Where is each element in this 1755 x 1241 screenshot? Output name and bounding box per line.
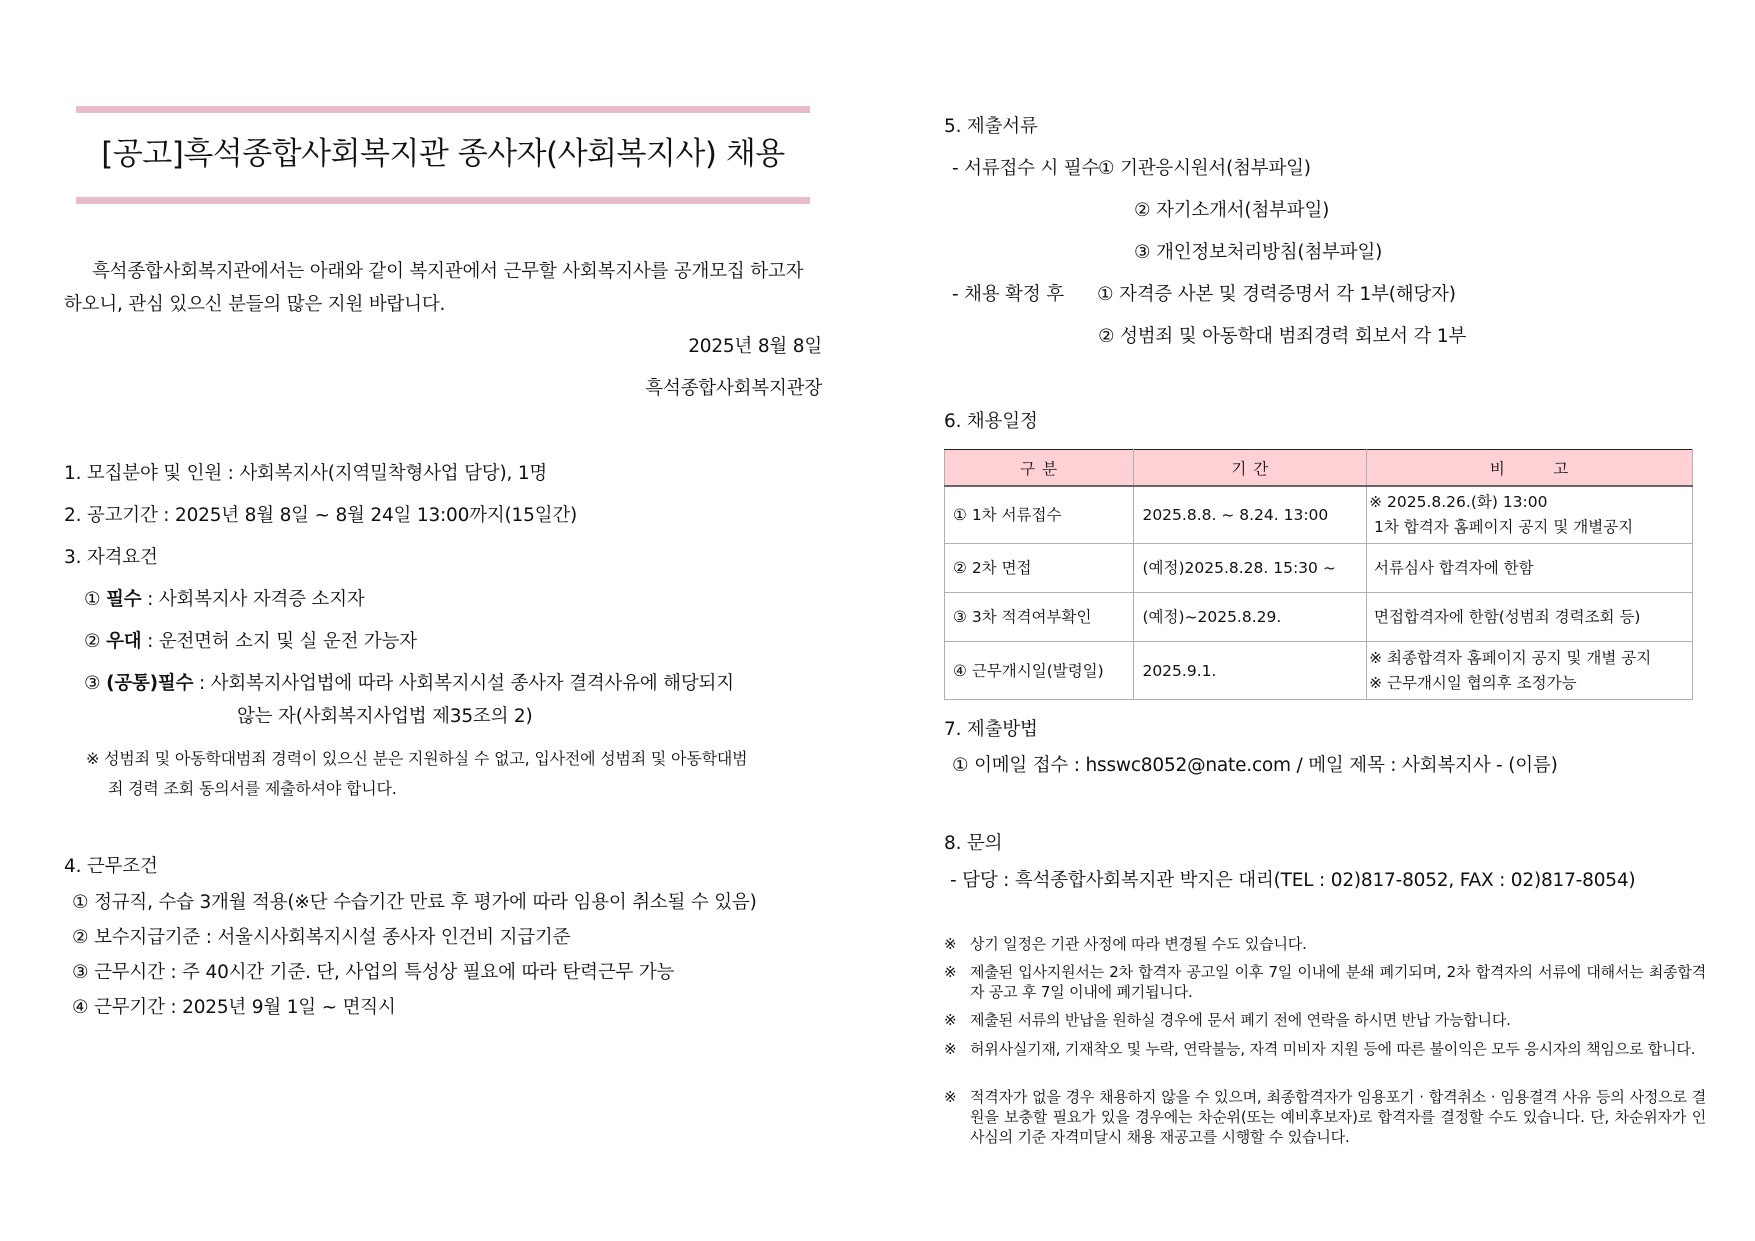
work-condition-item: ④ 근무기간 : 2025년 9월 1일 ~ 면직시 (72, 997, 396, 1018)
section-recruitment-field: 1. 모집분야 및 인원 : 사회복지사(지역밀착형사업 담당), 1명 (64, 463, 548, 484)
schedule-table (944, 449, 1693, 700)
column-header-period: 기 간 (1134, 450, 1367, 487)
section-contact-heading: 8. 문의 (944, 833, 1003, 854)
submission-method-email: ① 이메일 접수 : hsswc8052@nate.com / 메일 제목 : 사회복지사 - (이름) (952, 755, 1558, 776)
reference-mark-icon: ※ (944, 935, 957, 953)
section-schedule-heading: 6. 채용일정 (944, 411, 1038, 432)
cell-notes: ※ 최종합격자 홈페이지 공지 및 개별 공지 ※ 근무개시일 협의후 조정가능 (1367, 642, 1693, 700)
intro-line-2: 하오니, 관심 있으신 분들의 많은 지원 바랍니다. (64, 294, 446, 315)
page-title: [공고]흑석종합사회복지관 종사자(사회복지사) 채용 (101, 136, 785, 172)
cell-period: 2025.8.8. ~ 8.24. 13:00 (1134, 486, 1367, 544)
table-row (945, 544, 1693, 593)
cell-notes: 서류심사 합격자에 한함 (1367, 544, 1693, 593)
cell-period: (예정)2025.8.28. 15:30 ~ (1134, 544, 1367, 593)
qualification-label: 우대 (106, 631, 142, 652)
documents-group-1-item: ① 기관응시원서(첨부파일) (1098, 158, 1311, 179)
cell-notes: 면접합격자에 한함(성범죄 경력조회 등) (1367, 593, 1693, 642)
title-accent-bar-bottom (76, 197, 810, 204)
section-documents-heading: 5. 제출서류 (944, 116, 1038, 137)
notice-item: ※ 상기 일정은 기관 사정에 따라 변경될 수도 있습니다. (944, 935, 1307, 953)
qualification-note-line-1: ※ 성범죄 및 아동학대범죄 경력이 있으신 분은 지원하실 수 없고, 입사전에 성범죄 및 아동학대범 (86, 749, 748, 768)
column-header-notes: 비 고 (1367, 450, 1693, 487)
reference-mark-icon: ※ (944, 1040, 957, 1058)
title-accent-bar-top (76, 106, 810, 113)
reference-mark-icon: ※ (944, 963, 957, 981)
cell-stage: ④ 근무개시일(발령일) (945, 642, 1134, 700)
documents-group-2-item: ② 성범죄 및 아동학대 범죄경력 회보서 각 1부 (1098, 326, 1467, 347)
qualification-item-required: ① 필수 : 사회복지사 자격증 소지자 (84, 589, 365, 610)
documents-group-2-item: ① 자격증 사본 및 경력증명서 각 1부(해당자) (1097, 284, 1456, 305)
notice-item: ※ 제출된 서류의 반납을 원하실 경우에 문서 폐기 전에 연락을 하시면 반납 가능합니다. (944, 1011, 1511, 1029)
work-condition-item: ③ 근무시간 : 주 40시간 기준. 단, 사업의 특성상 필요에 따라 탄력근무 가능 (72, 962, 675, 983)
qualification-item-common-cont: 않는 자(사회복지사업법 제35조의 2) (237, 706, 533, 727)
table-row (945, 593, 1693, 642)
qualification-note-line-2: 죄 경력 조회 동의서를 제출하셔야 합니다. (108, 779, 397, 798)
contact-info: - 담당 : 흑석종합사회복지관 박지은 대리(TEL : 02)817-8052, FAX : 02)817-8054) (950, 870, 1636, 891)
cell-notes: ※ 2025.8.26.(화) 13:00 1차 합격자 홈페이지 공지 및 개별공지 (1367, 486, 1693, 544)
documents-group-1-item: ③ 개인정보처리방침(첨부파일) (1134, 242, 1383, 263)
posting-signer: 흑석종합사회복지관장 (645, 378, 822, 399)
qualification-label: (공통)필수 (106, 673, 194, 694)
documents-group-1-label: - 서류접수 시 필수 (952, 158, 1100, 179)
notice-item: ※ 허위사실기재, 기재착오 및 누락, 연락불능, 자격 미비자 지원 등에 따른 불이익은 모두 응시자의 책임으로 합니다. (944, 1040, 1696, 1058)
work-condition-item: ② 보수지급기준 : 서울시사회복지시설 종사자 인건비 지급기준 (72, 927, 571, 948)
section-work-conditions-heading: 4. 근무조건 (64, 856, 158, 877)
qualification-item-common: ③ (공통)필수 : 사회복지사업법에 따라 사회복지시설 종사자 결격사유에 해당되지 (84, 673, 734, 694)
section-qualifications-heading: 3. 자격요건 (64, 547, 158, 568)
documents-group-2-label: - 채용 확정 후 (952, 284, 1064, 305)
documents-group-1-item: ② 자기소개서(첨부파일) (1134, 200, 1330, 221)
section-submission-heading: 7. 제출방법 (944, 719, 1038, 740)
reference-mark-icon: ※ (944, 1011, 957, 1029)
posting-date: 2025년 8월 8일 (688, 336, 822, 357)
cell-stage: ① 1차 서류접수 (945, 486, 1134, 544)
cell-period: (예정)~2025.8.29. (1134, 593, 1367, 642)
table-row (945, 486, 1693, 544)
qualification-label: 필수 (106, 589, 142, 610)
section-posting-period: 2. 공고기간 : 2025년 8월 8일 ~ 8월 24일 13:00까지(15일간) (64, 505, 578, 526)
cell-period: 2025.9.1. (1134, 642, 1367, 700)
table-row (945, 642, 1693, 700)
notice-item: ※ 적격자가 없을 경우 채용하지 않을 수 있으며, 최종합격자가 임용포기 · 합격취소 · 임용결격 사유 등의 사정으로 결원을 보충할 필요가 있을 경우에는 차순위(또는 예비후보자)로 합격자를 결정할 수도 있습니다. 단, 차순위자가 인사심의 기준 자격미달시 채용 재공고를 시행할 수 있습니다. (944, 1088, 1706, 1146)
cell-stage: ③ 3차 적격여부확인 (945, 593, 1134, 642)
cell-stage: ② 2차 면접 (945, 544, 1134, 593)
schedule-table-header (945, 450, 1693, 487)
intro-line-1: 흑석종합사회복지관에서는 아래와 같이 복지관에서 근무할 사회복지사를 공개모집 하고자 (92, 261, 804, 282)
reference-mark-icon: ※ (944, 1088, 957, 1106)
column-header-stage: 구 분 (945, 450, 1134, 487)
work-condition-item: ① 정규직, 수습 3개월 적용(※단 수습기간 만료 후 평가에 따라 임용이 취소될 수 있음) (72, 892, 757, 913)
qualification-item-preferred: ② 우대 : 운전면허 소지 및 실 운전 가능자 (84, 631, 417, 652)
notice-item: ※ 제출된 입사지원서는 2차 합격자 공고일 이후 7일 이내에 분쇄 폐기되며, 2차 합격자의 서류에 대해서는 최종합격자 공고 후 7일 이내에 폐기됩니다. (944, 963, 1706, 1001)
